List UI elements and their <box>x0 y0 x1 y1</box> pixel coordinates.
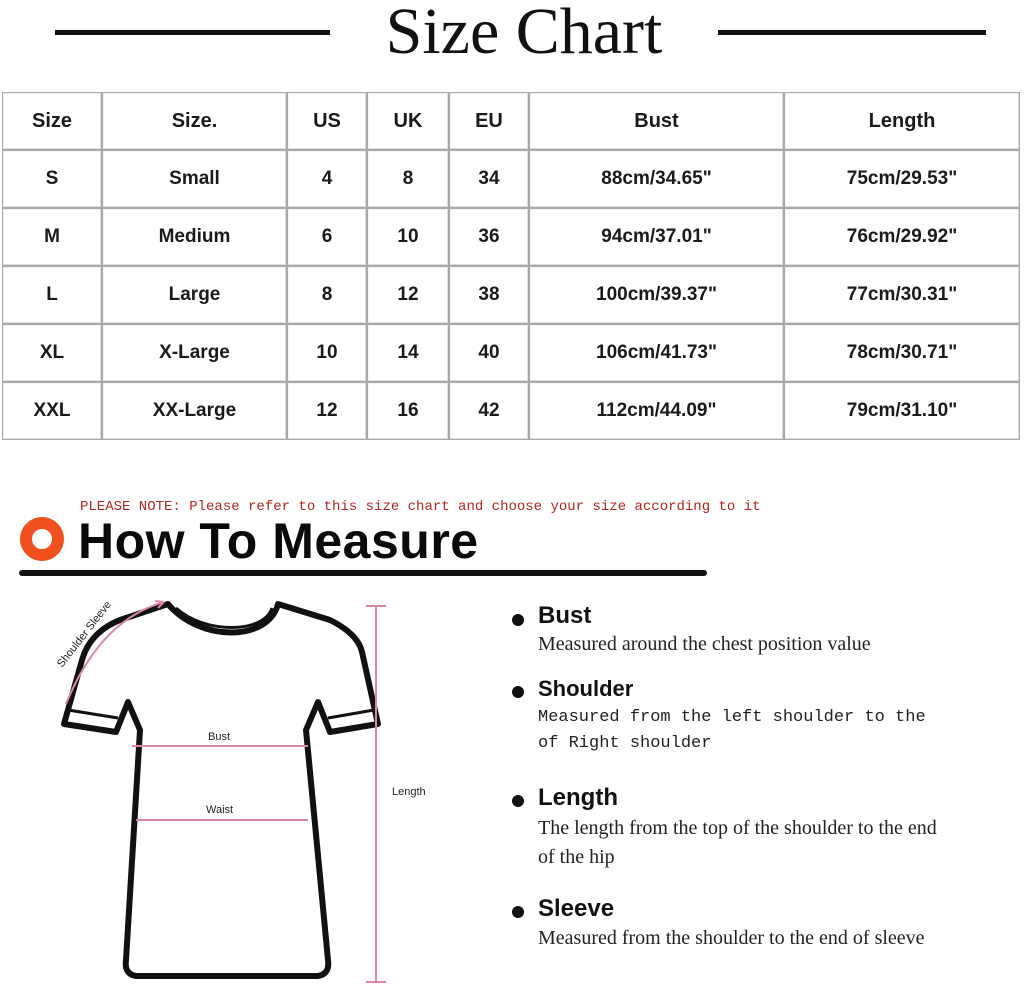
table-cell: L <box>2 266 102 324</box>
table-cell: 40 <box>449 324 529 382</box>
how-to-measure-title: How To Measure <box>78 513 479 569</box>
table-cell: 78cm/30.71" <box>784 324 1020 382</box>
tshirt-left-cuff <box>68 710 118 718</box>
table-cell: 36 <box>449 208 529 266</box>
measurement-length <box>506 784 1006 874</box>
tshirt-diagram <box>40 590 460 990</box>
table-cell: 8 <box>367 150 449 208</box>
measurement-label: Bust <box>538 602 592 629</box>
size-chart-header <box>0 0 1024 70</box>
table-cell: 34 <box>449 150 529 208</box>
measurement-label: Sleeve <box>538 895 615 922</box>
table-row <box>2 150 1020 208</box>
table-cell: 6 <box>287 208 367 266</box>
table-cell: 38 <box>449 266 529 324</box>
size-note: PLEASE NOTE: Please refer to this size chart and choose your size according to it <box>80 499 761 515</box>
measurement-description: The length from the top of the shoulder to the end of the hip <box>538 817 937 868</box>
table-row <box>2 324 1020 382</box>
bullet-icon <box>512 686 524 698</box>
size-table <box>2 92 1020 440</box>
table-cell: 12 <box>287 382 367 440</box>
bullet-icon <box>512 795 524 807</box>
table-cell: 106cm/41.73" <box>529 324 784 382</box>
shoulder-sleeve-label: Shoulder Sleeve <box>54 598 115 670</box>
table-cell: 12 <box>367 266 449 324</box>
measurement-label: Shoulder <box>538 676 634 701</box>
table-cell: 79cm/31.10" <box>784 382 1020 440</box>
measurement-shoulder <box>506 674 1006 764</box>
header-size: Size <box>2 92 102 150</box>
page-title: Size Chart <box>385 0 663 68</box>
header-bust: Bust <box>529 92 784 150</box>
table-cell: 4 <box>287 150 367 208</box>
orange-ring-icon <box>19 516 65 562</box>
table-cell: 94cm/37.01" <box>529 208 784 266</box>
table-cell: M <box>2 208 102 266</box>
waist-label: Waist <box>206 804 234 816</box>
title-rule-right <box>718 30 986 35</box>
table-cell: 75cm/29.53" <box>784 150 1020 208</box>
table-row <box>2 266 1020 324</box>
header-us: US <box>287 92 367 150</box>
table-cell: 77cm/30.31" <box>784 266 1020 324</box>
length-label: Length <box>392 786 426 798</box>
table-cell: 76cm/29.92" <box>784 208 1020 266</box>
table-cell: 8 <box>287 266 367 324</box>
table-cell: 100cm/39.37" <box>529 266 784 324</box>
table-cell: Small <box>102 150 287 208</box>
table-cell: S <box>2 150 102 208</box>
header-eu: EU <box>449 92 529 150</box>
header-uk: UK <box>367 92 449 150</box>
table-cell: 10 <box>287 324 367 382</box>
header-length: Length <box>784 92 1020 150</box>
table-cell: 112cm/44.09" <box>529 382 784 440</box>
header-size-name: Size. <box>102 92 287 150</box>
table-cell: 10 <box>367 208 449 266</box>
measurement-description: Measured from the shoulder to the end of sleeve <box>538 927 925 949</box>
table-cell: XL <box>2 324 102 382</box>
measurement-description: Measured from the left shoulder to the of Right shoulder <box>538 708 926 753</box>
bullet-icon <box>512 906 524 918</box>
measurement-sleeve <box>506 895 1006 985</box>
table-cell: 14 <box>367 324 449 382</box>
table-header-row <box>2 92 1020 150</box>
shoulder-sleeve-arrow <box>66 602 164 704</box>
table-cell: Medium <box>102 208 287 266</box>
table-cell: 42 <box>449 382 529 440</box>
table-cell: X-Large <box>102 324 287 382</box>
title-rule-left <box>55 30 330 35</box>
table-cell: XX-Large <box>102 382 287 440</box>
how-to-measure-underline <box>19 570 707 576</box>
tshirt-outline <box>64 604 378 976</box>
measurement-label: Length <box>538 784 618 811</box>
table-cell: 16 <box>367 382 449 440</box>
table-cell: XXL <box>2 382 102 440</box>
table-cell: 88cm/34.65" <box>529 150 784 208</box>
measurement-bust <box>506 600 1006 670</box>
tshirt-right-cuff <box>328 710 374 718</box>
table-cell: Large <box>102 266 287 324</box>
measurement-description: Measured around the chest position value <box>538 633 871 655</box>
table-row <box>2 382 1020 440</box>
table-row <box>2 208 1020 266</box>
bust-label: Bust <box>208 731 231 743</box>
bullet-icon <box>512 614 524 626</box>
